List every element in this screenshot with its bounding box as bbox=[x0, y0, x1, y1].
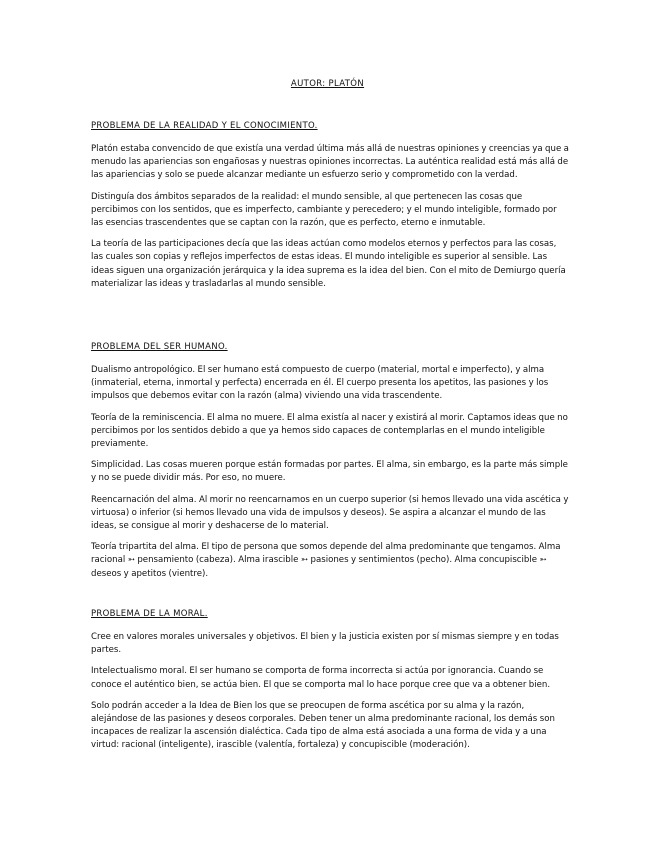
document-title: AUTOR: PLATÓN bbox=[290, 79, 365, 89]
paragraph: Intelectualismo moral. El ser humano se comporta de forma incorrecta si actúa por ignorancia. Cuando se conoce el auténtico bien, se actúa bien. El que se comporta mal lo hace porque cree que va a obtener bien. bbox=[91, 666, 551, 690]
paragraph: Simplicidad. Las cosas mueren porque están formadas por partes. El alma, sin embargo, es la parte más simple y no se puede dividir más. Por eso, no muere. bbox=[91, 460, 568, 484]
paragraph: Teoría de la reminiscencia. El alma no muere. El alma existía al nacer y existirá al morir. Captamos ideas que no percibimos por los sentidos debido a que ya hemos sido capaces de contemplarlas en el mundo inteligible previamente. bbox=[91, 412, 568, 450]
paragraph: Cree en valores morales universales y objetivos. El bien y la justicia existen por sí mismas siempre y en todas partes. bbox=[91, 632, 559, 656]
paragraph: Platón estaba convencido de que existía una verdad última más allá de nuestras opiniones y creencias ya que a menudo las apariencias son engañosas y nuestras opiniones incorrectas. La auténtica realidad está más allá de las apariencias y solo se puede alcanzar mediante un esfuerzo serio y comprometido con la verdad. bbox=[91, 144, 569, 181]
paragraph: Reencarnación del alma. Al morir no reencarnamos en un cuerpo superior (si hemos llevado una vida ascética y virtuosa) o inferior (si hemos llevado una vida de impulsos y deseos). Se aspira a alcanzar el mundo de las ideas, se consigue al morir y deshacerse de lo material. bbox=[91, 494, 569, 532]
section-moral bbox=[91, 609, 569, 761]
section-heading: PROBLEMA DE LA MORAL. bbox=[91, 609, 208, 619]
section-realidad-conocimiento bbox=[91, 121, 569, 299]
paragraph: Dualismo antropológico. El ser humano está compuesto de cuerpo (material, mortal e imperfecto), y alma (inmaterial, eterna, inmortal y perfecta) encerrada en él. El cuerpo presenta los apetitos, las pasiones y los impulsos que debemos evitar con la razón (alma) viviendo una vida trascendente. bbox=[91, 365, 549, 402]
section-ser-humano bbox=[91, 342, 569, 589]
section-heading: PROBLEMA DE LA REALIDAD Y EL CONOCIMIENTO. bbox=[91, 121, 318, 131]
paragraph: La teoría de las participaciones decía que las ideas actúan como modelos eternos y perfectos para las cosas, las cuales son copias y reflejos imperfectos de estas ideas. El mundo inteligible es superior al sensible. Las ideas siguen una organización jerárquica y la idea suprema es la idea del bien. Con el mito de Demiurgo quería materializar las ideas y trasladarlas al mundo sensible. bbox=[91, 239, 566, 289]
paragraph: Teoría tripartita del alma. El tipo de persona que somos depende del alma predominante que tengamos. Alma racional ➳ pensamiento (cabeza). Alma irascible ➳ pasiones y sentimientos (pecho). Alma concupiscible ➳ deseos y apetitos (vientre). bbox=[91, 542, 561, 579]
paragraph: Distinguía dos ámbitos separados de la realidad: el mundo sensible, al que pertenecen las cosas que percibimos con los sentidos, que es imperfecto, cambiante y perecedero; y el mundo inteligible, formado por las esencias trascendentes que se captan con la razón, que es perfecto, eterno e inmutable. bbox=[91, 191, 557, 229]
section-heading: PROBLEMA DEL SER HUMANO. bbox=[91, 342, 228, 352]
paragraph: Solo podrán acceder a la Idea de Bien los que se preocupen de forma ascética por su alma y la razón, alejándose de las pasiones y deseos corporales. Deben tener un alma predominante racional, los demás son incapaces de realizar la ascensión dialéctica. Cada tipo de alma está asociada a una forma de vida y a una virtud: racional (inteligente), irascible (valentía, fortaleza) y concupiscible (moderación). bbox=[91, 700, 555, 751]
